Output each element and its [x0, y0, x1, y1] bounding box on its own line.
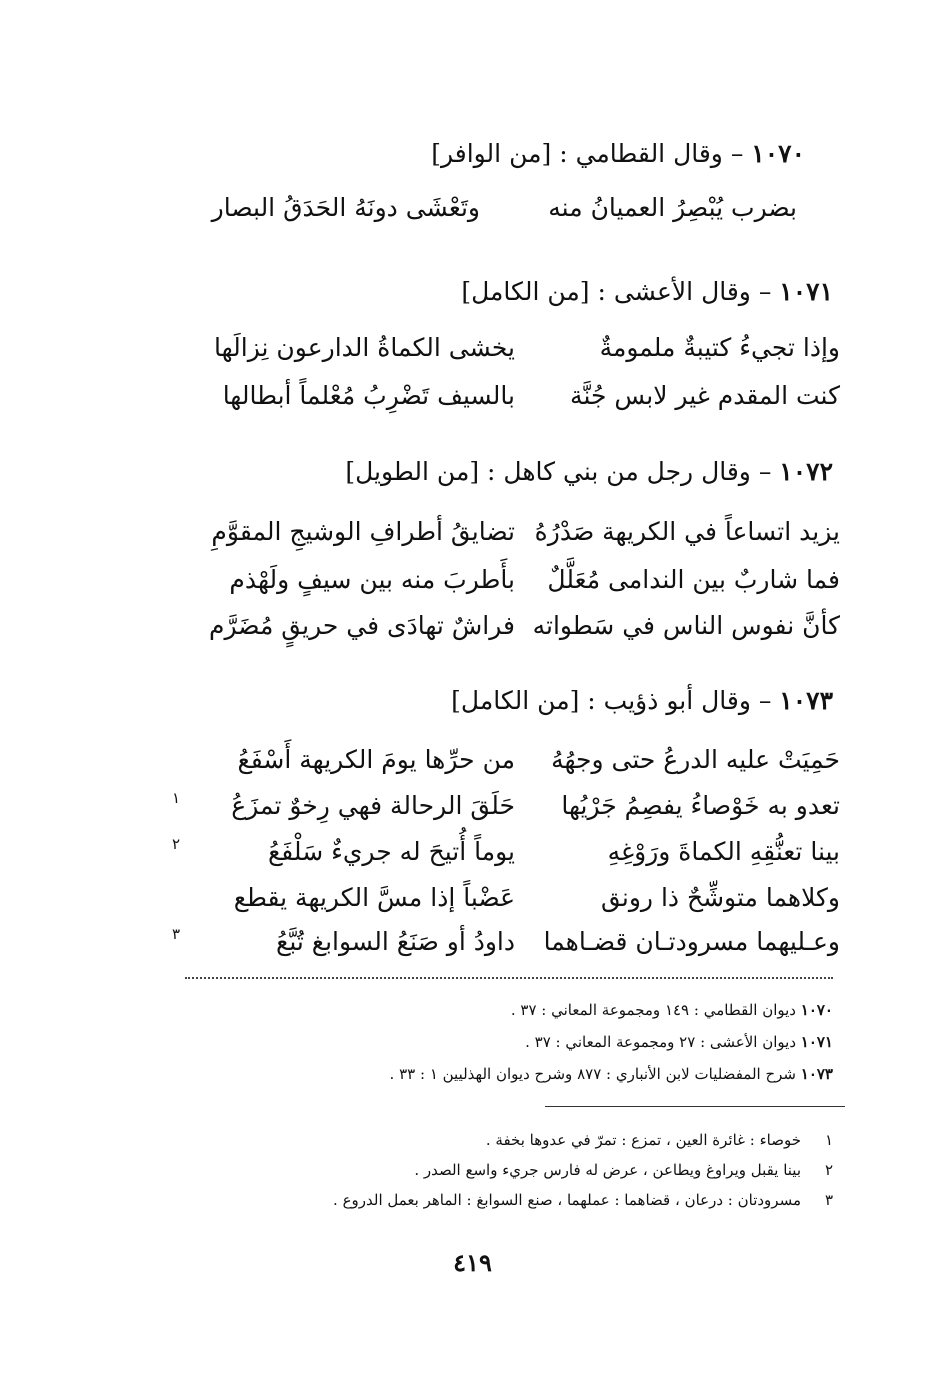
- footnote-number: ١: [824, 1131, 833, 1149]
- verse-first-hemistich: كنت المقدم غير لابس جُنَّة: [570, 381, 840, 410]
- verse-first-hemistich: حَمِيَتْ عليه الدرعُ حتى وجهُهُ: [551, 745, 840, 774]
- footnote-text: مسرودتان : درعان ، قضاهما : عملهما ، صنع السوابغ : الماهر بعمل الدروع .: [333, 1191, 801, 1209]
- verse-first-hemistich: وكلاهما متوشِّحٌ ذا رونق: [601, 883, 840, 912]
- verse-second-hemistich: تضايقُ أطرافِ الوشيجِ المقوَّمِ: [211, 517, 515, 546]
- verse-second-hemistich: حَلَقَ الرحالة فهي رِخوٌ تمزَعُ: [231, 791, 515, 820]
- footnote-marker: ٢: [172, 835, 181, 853]
- poem-intro: – وقال أبو ذؤيب : [من الكامل]: [451, 686, 780, 715]
- footnote-marker: ١: [172, 789, 181, 807]
- verse-line: [0, 376, 945, 416]
- poem-intro: – وقال القطامي : [من الوافر]: [431, 139, 752, 168]
- verse-line: [0, 606, 945, 646]
- source-line: [390, 1062, 833, 1086]
- poem-intro: – وقال الأعشى : [من الكامل]: [461, 277, 780, 306]
- verse-second-hemistich: عَضْباً إذا مسَّ الكريهة يقطع: [233, 883, 515, 912]
- source-number: ١٠٧٠: [800, 1001, 833, 1019]
- poem-number: ١٠٧٣: [779, 686, 833, 715]
- poem-heading: [0, 455, 833, 489]
- verse-second-hemistich: بأَطربَ منه بين سيفٍ ولَهْذم: [229, 565, 515, 594]
- poem-number: ١٠٧١: [779, 277, 833, 306]
- dotted-separator: [185, 977, 833, 979]
- footnote: [486, 1128, 833, 1152]
- verse-line: [0, 922, 945, 962]
- page-number: ٤١٩: [453, 1248, 492, 1277]
- source-text: ديوان القطامي : ١٤٩ ومجموعة المعاني : ٣٧ .: [510, 1001, 801, 1019]
- source-number: ١٠٧١: [800, 1033, 833, 1051]
- verse-line: [0, 328, 945, 368]
- verse-line: [0, 832, 945, 872]
- footnote-text: خوصاء : غائرة العين ، تمزع : تمرّ في عدوها بخفة .: [485, 1131, 801, 1149]
- verse-first-hemistich: فما شاربٌ بين الندامى مُعَلَّلٌ: [547, 565, 840, 594]
- source-line: [525, 1030, 833, 1054]
- verse-first-hemistich: تعدو به خَوْصاءُ يفصِمُ جَرْيُها: [561, 791, 840, 820]
- poem-heading: [0, 684, 833, 718]
- source-line: [511, 998, 833, 1022]
- footnote-marker: ٣: [172, 925, 181, 943]
- verse-second-hemistich: بالسيف تَضْرِبُ مُعْلماً أبطالها: [222, 381, 515, 410]
- verse-line: [0, 740, 945, 780]
- verse-line: [0, 560, 945, 600]
- verse-second-hemistich: من حرِّها يومَ الكريهة أَسْفَعُ: [237, 745, 515, 774]
- verse-second-hemistich: فراشٌ تهادَى في حريقٍ مُضَرَّم: [209, 611, 515, 640]
- verse-line: [0, 878, 945, 918]
- verse-line: [0, 512, 945, 552]
- verse-second-hemistich: يخشى الكماةُ الدارعون نِزالَها: [214, 333, 515, 362]
- verse-second-hemistich: داودُ أو صَنَعُ السوابغ تُبَّعُ: [276, 927, 515, 956]
- footnote: [414, 1158, 833, 1182]
- poem-number: ١٠٧٢: [779, 457, 833, 486]
- verse-first-hemistich: وإذا تجيءُ كتيبةٌ ملمومةٌ: [599, 333, 840, 362]
- footnote-text: بينا يقبل ويراوغ ويطاعن ، عرض له فارس جريء واسع الصدر .: [414, 1161, 801, 1179]
- verse-line: [0, 188, 945, 228]
- verse-first-hemistich: كأنَّ نفوس الناس في سَطواته: [532, 611, 840, 640]
- poem-number: ١٠٧٠: [751, 139, 805, 168]
- verse-line: [0, 786, 945, 826]
- source-text: ديوان الأعشى : ٢٧ ومجموعة المعاني : ٣٧ .: [525, 1033, 801, 1051]
- footnote: [333, 1188, 833, 1212]
- poem-heading: [0, 137, 805, 171]
- footnote-number: ٣: [824, 1191, 833, 1209]
- verse-second-hemistich: وتَعْشَى دونَهُ الحَدَقُ البصار: [211, 193, 480, 222]
- poem-heading: [0, 275, 833, 309]
- verse-first-hemistich: بينا تعنُّقِهِ الكماةَ ورَوْغِهِ: [607, 837, 840, 866]
- source-text: شرح المفضليات لابن الأنباري : ٨٧٧ وشرح ديوان الهذليين ١ : ٣٣ .: [389, 1065, 801, 1083]
- verse-first-hemistich: وعـليهما مسرودتـان قضـاهما: [543, 927, 840, 956]
- verse-first-hemistich: يزيد اتساعاً في الكريهة صَدْرُهُ: [534, 517, 840, 546]
- poem-intro: – وقال رجل من بني كاهل : [من الطويل]: [345, 457, 780, 486]
- source-number: ١٠٧٣: [800, 1065, 833, 1083]
- verse-second-hemistich: يوماً أُتيحَ له جريءٌ سَلْفَعُ: [267, 837, 515, 866]
- footnote-number: ٢: [824, 1161, 833, 1179]
- verse-first-hemistich: بضرب يُبْصِرُ العميانُ منه: [548, 193, 797, 222]
- footnote-rule: [545, 1106, 845, 1107]
